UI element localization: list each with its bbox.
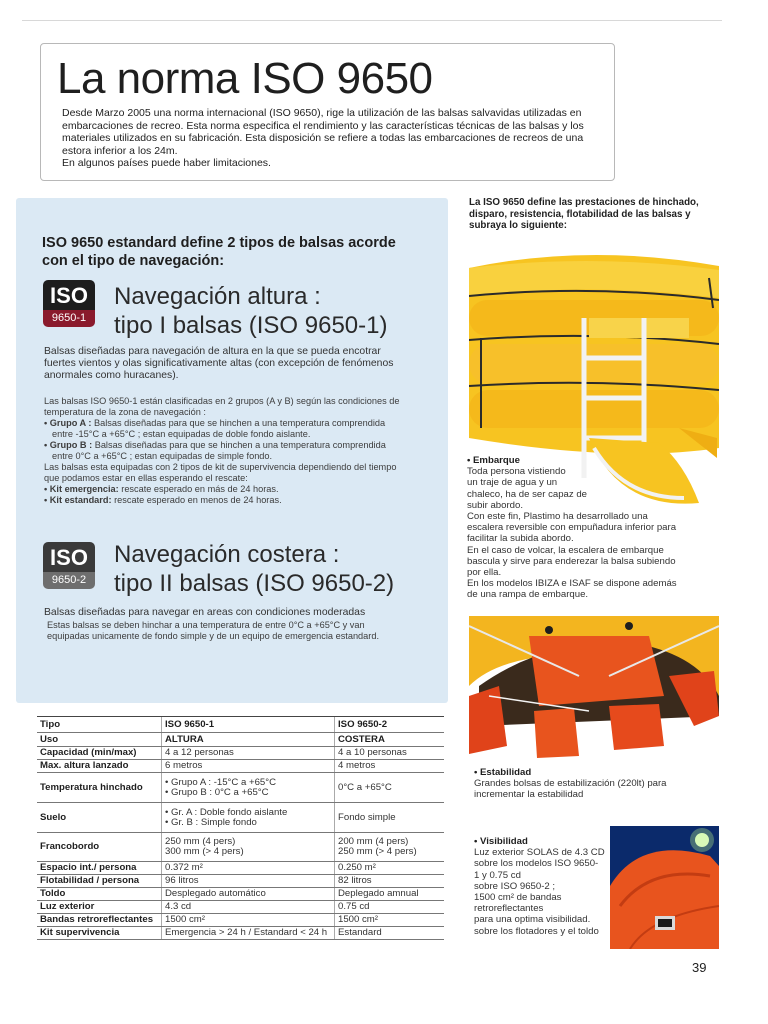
detail-line: equipadas unicamente de fondo simple y de un equipo de emergencia estandard. — [47, 631, 380, 641]
right-intro — [469, 197, 719, 232]
caption-title: • Estabilidad — [474, 767, 532, 778]
table-cell: Francobordo — [37, 833, 162, 862]
table-cell: 4 a 12 personas — [162, 747, 335, 760]
caption-line: incrementar la estabilidad — [474, 789, 584, 801]
intro-line: En algunos países puede haber limitaciones. — [62, 157, 271, 169]
type2-description — [44, 607, 426, 619]
table-cell: Desplegado automático — [162, 888, 335, 901]
table-cell: 1500 cm² — [162, 914, 335, 927]
group-b — [44, 440, 426, 451]
type1-description — [44, 346, 426, 383]
caption-line: sobre los modelos ISO 9650- — [474, 858, 599, 870]
table-cell: 4 a 10 personas — [335, 747, 445, 760]
table-row — [37, 747, 444, 760]
type2-title — [114, 540, 394, 598]
caption-line: para una optima visibilidad. — [474, 914, 591, 926]
intro-line: Desde Marzo 2005 una norma internacional (ISO 9650), rige la utilización de las balsas salvavidas utilizadas en — [62, 107, 582, 119]
caption-line: Con este fin, Plastimo ha desarrollado una — [467, 511, 648, 523]
group-a-text-cont: entre -15°C a +65°C ; estan equipadas de doble fondo aislante. — [52, 429, 311, 439]
table-cell: Suelo — [37, 803, 162, 833]
stability-bags-illustration — [469, 616, 719, 760]
panel-heading — [42, 234, 442, 270]
estabilidad-caption — [474, 767, 719, 801]
table-cell: Kit supervivencia — [37, 927, 162, 940]
cell-line: 250 mm (> 4 pers) — [338, 846, 417, 857]
intro-text — [62, 107, 607, 170]
table-cell — [162, 803, 335, 833]
badge-iso-text: ISO — [43, 542, 95, 572]
desc-line: anormales como huracanes). — [44, 370, 179, 382]
table-cell: COSTERA — [335, 733, 445, 747]
caption-line: Grandes bolsas de estabilización (220lt) para — [474, 778, 667, 790]
table-cell: Flotabilidad / persona — [37, 875, 162, 888]
table-cell: Espacio int./ persona — [37, 862, 162, 875]
detail-line: Las balsas ISO 9650-1 están clasificadas en 2 grupos (A y B) según las condiciones de — [44, 396, 400, 406]
caption-line: escalera reversible con empuñadura inferior para — [467, 522, 677, 534]
caption-line: retroreflectantes — [474, 903, 544, 915]
caption-line: En los modelos IBIZA e ISAF se dispone además — [467, 578, 677, 590]
table-cell: Fondo simple — [335, 803, 445, 833]
page-number: 39 — [692, 960, 707, 975]
title-box — [40, 43, 615, 181]
table-header-row — [37, 717, 444, 733]
visibilidad-caption — [474, 836, 609, 937]
stability-bags-photo — [469, 616, 719, 760]
top-rule — [22, 20, 722, 21]
table-cell: Estandard — [335, 927, 445, 940]
caption-line: Luz exterior SOLAS de 4.3 CD — [474, 847, 605, 859]
caption-line: bascula y sirve para enderezar la balsa subiendo — [467, 555, 676, 567]
table-cell — [162, 773, 335, 803]
table-cell: 4.3 cd — [162, 901, 335, 914]
panel-heading-line: con el tipo de navegación: — [42, 253, 225, 269]
embarque-caption — [467, 455, 717, 601]
detail-line: Estas balsas se deben hinchar a una temperatura de entre 0°C a +65°C y van — [47, 620, 365, 630]
page-title: La norma ISO 9650 — [57, 54, 433, 103]
table-cell — [162, 833, 335, 862]
table-row — [37, 760, 444, 773]
detail-line: que podamos estar en ellas esperando el rescate: — [44, 473, 248, 483]
cell-line: • Grupo A : -15°C a +65°C — [165, 776, 277, 788]
iso-9650-1-badge — [43, 280, 95, 327]
table-cell: Luz exterior — [37, 901, 162, 914]
group-a — [44, 418, 426, 429]
type1-title — [114, 282, 387, 340]
table-cell: Max. altura lanzado — [37, 760, 162, 773]
type2-title-line: Navegación costera : — [114, 541, 340, 568]
caption-line: sobre los flotadores y el toldo — [474, 925, 599, 937]
table-row — [37, 833, 444, 862]
group-a-text: Balsas diseñadas para que se hinchen a una temperatura comprendida — [91, 418, 386, 428]
table-header-cell: ISO 9650-2 — [335, 717, 445, 733]
intro-line: materiales utilizados en su fabricación. Esta disposición se refiere a todas las embarcaciones de recreos de una — [62, 132, 584, 144]
group-b-text-cont: entre 0°C a +65°C ; estan equipadas de simple fondo. — [52, 451, 273, 461]
type1-title-line: Navegación altura : — [114, 283, 321, 310]
table-cell: Capacidad (min/max) — [37, 747, 162, 760]
kit-emergencia-text: rescate esperado en más de 24 horas. — [118, 484, 279, 494]
kit-estandard — [44, 495, 426, 506]
caption-line: de una rampa de embarque. — [467, 589, 589, 601]
table-cell: Emergencia > 24 h / Estandard < 24 h — [162, 927, 335, 940]
cell-line: 250 mm (4 pers) — [165, 836, 236, 847]
badge-number: 9650-1 — [43, 310, 95, 327]
detail-line: Las balsas esta equipadas con 2 tipos de kit de supervivencia dependiendo del tiempo — [44, 462, 397, 472]
caption-line: 1500 cm² de bandas — [474, 892, 562, 904]
badge-number: 9650-2 — [43, 572, 95, 589]
caption-title: • Embarque — [467, 455, 520, 466]
caption-line: 1 y 0.75 cd — [474, 869, 521, 881]
table-cell: 6 metros — [162, 760, 335, 773]
caption-line: sobre ISO 9650-2 ; — [474, 880, 556, 892]
kit-estandard-text: rescate esperado en menos de 24 horas. — [111, 495, 282, 505]
table-row — [37, 875, 444, 888]
caption-line: En el caso de volcar, la escalera de embarque — [467, 544, 664, 556]
table-row — [37, 733, 444, 747]
cell-line: • Gr. A : Doble fondo aislante — [165, 806, 288, 818]
right-intro-line: subraya lo siguiente: — [469, 220, 567, 231]
panel-heading-line: ISO 9650 estandard define 2 tipos de balsas acorde — [42, 235, 396, 251]
caption-line: chaleco, ha de ser capaz de — [467, 488, 588, 500]
table-cell: ALTURA — [162, 733, 335, 747]
canopy-light-photo — [610, 826, 719, 949]
table-header-cell: ISO 9650-1 — [162, 717, 335, 733]
caption-line: un traje de agua y un — [467, 477, 558, 489]
kit-estandard-label: • Kit estandard: — [44, 495, 112, 505]
type2-title-line: tipo II balsas (ISO 9650-2) — [114, 570, 395, 597]
desc-line: Balsas diseñadas para navegación de altura en la que se pueda encotrar — [44, 346, 381, 357]
group-b-label: • Grupo B : — [44, 440, 93, 450]
table-row — [37, 914, 444, 927]
table-cell: Uso — [37, 733, 162, 747]
type1-details — [44, 396, 426, 506]
caption-line: facilitar la subida abordo. — [467, 533, 574, 545]
badge-iso-text: ISO — [43, 280, 95, 310]
group-b-text: Balsas diseñadas para que se hinchen a una temperatura comprendida — [92, 440, 386, 450]
kit-emergencia — [44, 484, 426, 495]
table-row — [37, 888, 444, 901]
intro-line: embarcaciones de recreo. Esta norma especifica el rendimiento y las características técnicas de las balsas y los — [62, 119, 584, 132]
type1-title-line: tipo I balsas (ISO 9650-1) — [114, 312, 388, 339]
table-row — [37, 773, 444, 803]
iso-9650-2-badge — [43, 542, 95, 589]
table-cell — [335, 833, 445, 862]
table-cell: 1500 cm² — [335, 914, 445, 927]
table-cell: 96 litros — [162, 875, 335, 888]
caption-line: por ella. — [467, 567, 502, 579]
group-a-label: • Grupo A : — [44, 418, 92, 428]
table-header-cell: Tipo — [37, 717, 162, 733]
cell-line: 300 mm (> 4 pers) — [165, 846, 244, 857]
cell-line: 200 mm (4 pers) — [338, 836, 409, 847]
table-cell: 0.372 m² — [162, 862, 335, 875]
kit-emergencia-label: • Kit emergencia: — [44, 484, 119, 494]
right-intro-line: disparo, resistencia, flotabilidad de las balsas y — [469, 208, 691, 220]
table-row — [37, 862, 444, 875]
table-row — [37, 803, 444, 833]
cell-line: • Grupo B : 0°C a +65°C — [165, 786, 269, 798]
table-cell: 0.75 cd — [335, 901, 445, 914]
table-cell: Temperatura hinchado — [37, 773, 162, 803]
right-intro-line: La ISO 9650 define las prestaciones de hinchado, — [469, 197, 699, 208]
canopy-light-illustration — [610, 826, 719, 949]
table-row — [37, 927, 444, 940]
desc-line: Balsas diseñadas para navegar en areas con condiciones moderadas — [44, 607, 366, 618]
table-row — [37, 901, 444, 914]
caption-line: Toda persona vistiendo — [467, 466, 566, 478]
spec-table — [37, 716, 444, 940]
table-cell: 0.250 m² — [335, 862, 445, 875]
cell-line: • Gr. B : Simple fondo — [165, 816, 257, 828]
table-cell: Bandas retroreflectantes — [37, 914, 162, 927]
desc-line: fuertes vientos y olas significativamente altas (con excepción de fenómenos — [44, 358, 394, 370]
table-cell: Deplegado amnual — [335, 888, 445, 901]
table-cell: 0°C a +65°C — [335, 773, 445, 803]
detail-line: temperatura de la zona de navegación : — [44, 407, 206, 417]
type2-details — [47, 620, 429, 642]
table-cell: Toldo — [37, 888, 162, 901]
table-cell: 4 metros — [335, 760, 445, 773]
types-panel — [16, 198, 448, 703]
caption-title: • Visibilidad — [474, 836, 528, 847]
caption-line: subir abordo. — [467, 499, 523, 511]
intro-line: estora inferior a los 24m. — [62, 144, 178, 157]
table-cell: 82 litros — [335, 875, 445, 888]
